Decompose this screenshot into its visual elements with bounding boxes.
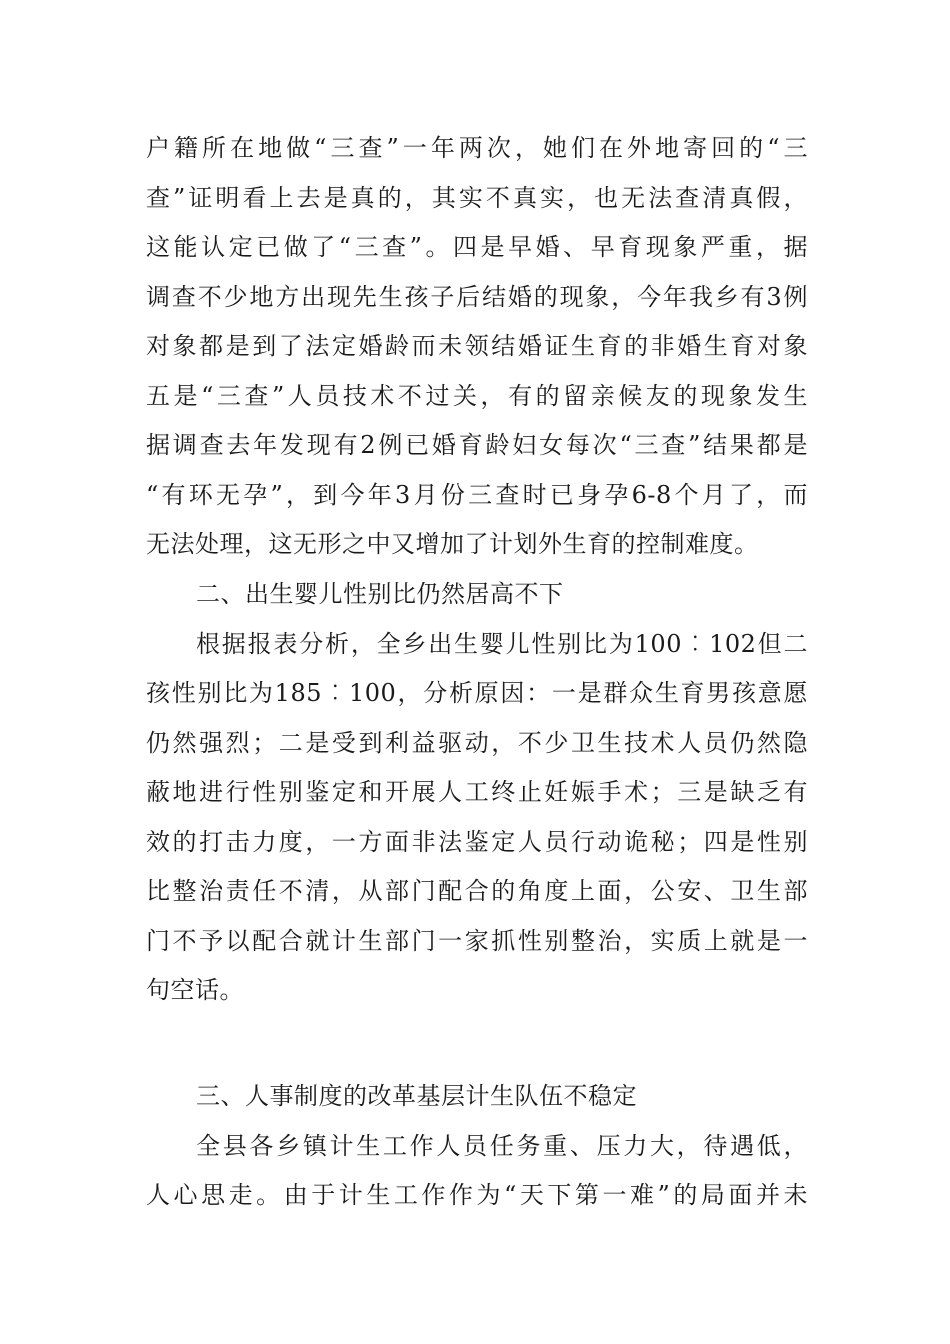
text-line: 这能认定已做了“三查”。四是早婚、早育现象严重，据	[146, 233, 808, 261]
section-two	[146, 570, 808, 1016]
section-heading: 三、人事制度的改革基层计生队伍不稳定	[196, 1082, 637, 1110]
section-heading: 二、出生婴儿性别比仍然居高不下	[196, 580, 564, 608]
text-line: 无法处理，这无形之中又增加了计划外生育的控制难度。	[146, 530, 759, 558]
text-line: 孩性别比为185︰100，分析原因：一是群众生育男孩意愿	[146, 679, 808, 707]
text-line: 人心思走。由于计生工作作为“天下第一难”的局面并未	[146, 1181, 808, 1209]
text-line: 调查不少地方出现先生孩子后结婚的现象，今年我乡有3例	[146, 282, 808, 311]
text-line: “有环无孕”，到今年3月份三查时已身孕6-8个月了，而	[146, 480, 808, 509]
text-line: 比整治责任不清，从部门配合的角度上面，公安、卫生部	[146, 877, 808, 905]
text-line: 根据报表分析，全乡出生婴儿性别比为100︰102但二	[196, 629, 808, 658]
text-line: 全县各乡镇计生工作人员任务重、压力大，待遇低，	[196, 1131, 808, 1160]
text-line: 据调查去年发现有2例已婚育龄妇女每次“三查”结果都是	[146, 431, 808, 459]
text-line: 门不予以配合就计生部门一家抓性别整治，实质上就是一	[146, 926, 808, 955]
text-line: 句空话。	[146, 976, 244, 1004]
text-line: 效的打击力度，一方面非法鉴定人员行动诡秘；四是性别	[146, 827, 808, 856]
text-line: 对象都是到了法定婚龄而未领结婚证生育的非婚生育对象	[146, 332, 808, 360]
text-line: 查”证明看上去是真的，其实不真实，也无法查清真假，	[146, 183, 808, 212]
section-three	[146, 1072, 808, 1221]
paragraph-one	[146, 124, 808, 570]
text-line: 蔽地进行性别鉴定和开展人工终止妊娠手术；三是缺乏有	[146, 778, 808, 806]
text-line: 五是“三查”人员技术不过关，有的留亲候友的现象发生	[146, 381, 808, 410]
text-line: 仍然强烈；二是受到利益驱动，不少卫生技术人员仍然隐	[146, 728, 808, 757]
text-line: 户籍所在地做“三查”一年两次，她们在外地寄回的“三	[146, 134, 808, 162]
